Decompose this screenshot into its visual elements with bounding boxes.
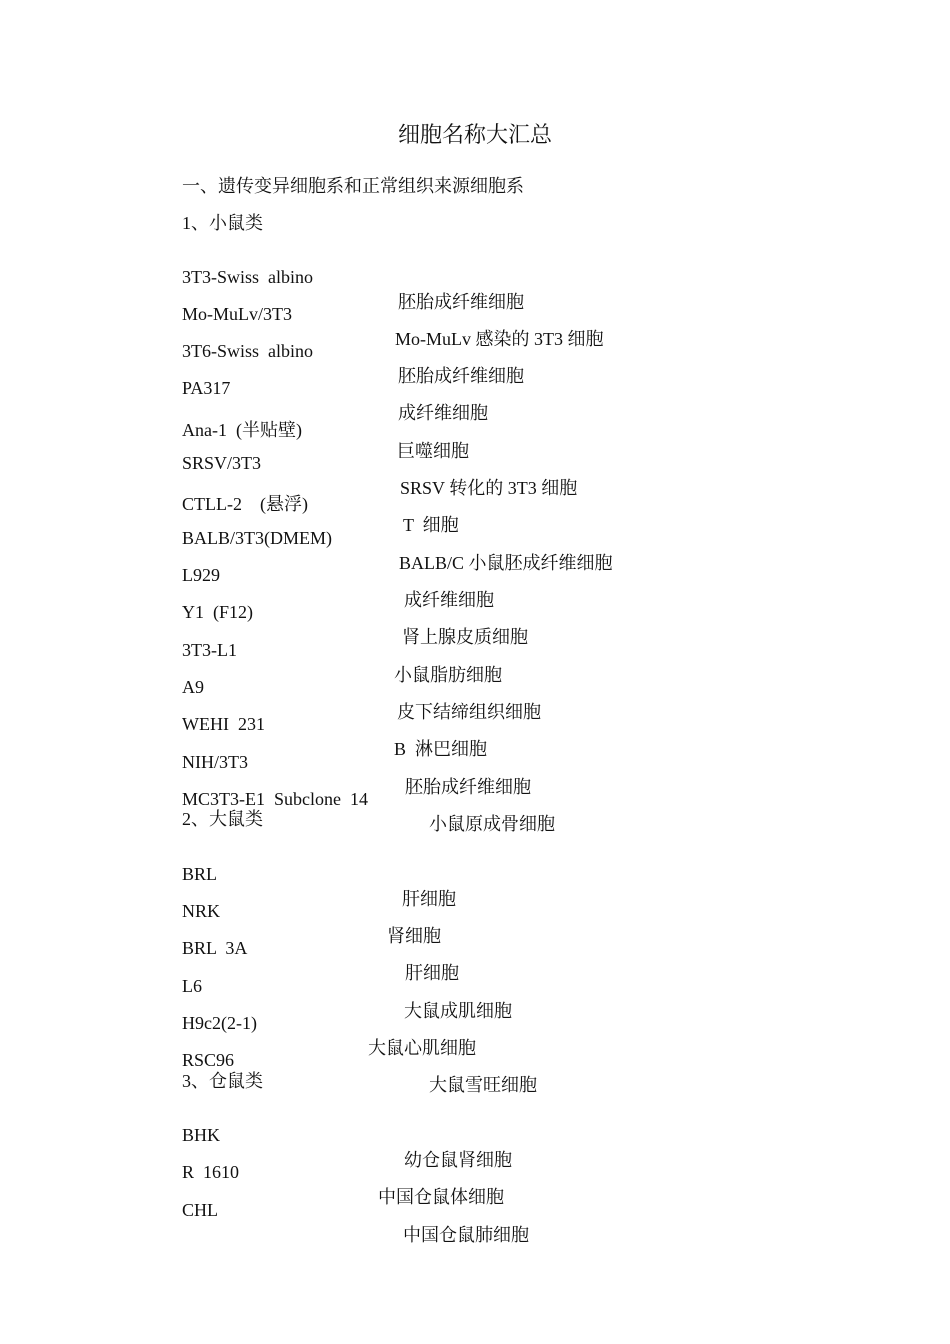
cell-line-desc: 幼仓鼠肾细胞 — [404, 1150, 512, 1170]
cell-line-name: 3T3-L1 — [182, 640, 237, 660]
cell-line-name: L929 — [182, 565, 220, 585]
cell-line-desc: BALB/C 小鼠胚成纤维细胞 — [399, 553, 613, 573]
group-heading-mouse: 1、小鼠类 — [182, 213, 263, 233]
cell-line-name: BRL — [182, 864, 218, 884]
page-title: 细胞名称大汇总 — [397, 123, 552, 148]
cell-line-desc: 中国仓鼠肺细胞 — [403, 1225, 529, 1245]
cell-line-desc: 大鼠雪旺细胞 — [429, 1075, 537, 1095]
cell-line-desc: 大鼠心肌细胞 — [368, 1038, 476, 1058]
cell-line-name: Ana-1 (半贴壁) — [182, 420, 302, 440]
cell-line-desc: 肾上腺皮质细胞 — [402, 627, 528, 647]
cell-line-desc: 巨噬细胞 — [397, 441, 469, 461]
cell-line-name: NIH/3T3 — [182, 752, 248, 772]
cell-line-desc: 胚胎成纤维细胞 — [405, 777, 531, 797]
cell-line-desc: 小鼠原成骨细胞 — [429, 814, 555, 834]
cell-line-name: Y1 (F12) — [182, 602, 253, 622]
cell-line-desc: SRSV 转化的 3T3 细胞 — [400, 478, 578, 498]
group-heading-hamster: 3、仓鼠类 — [182, 1071, 263, 1091]
cell-line-name: L6 — [182, 976, 202, 996]
cell-line-desc: Mo-MuLv 感染的 3T3 细胞 — [395, 329, 604, 349]
cell-line-desc: 中国仓鼠体细胞 — [378, 1187, 504, 1207]
cell-line-desc: 肾细胞 — [387, 926, 441, 946]
cell-line-name: CTLL-2 (悬浮) — [182, 494, 308, 514]
cell-line-desc: 成纤维细胞 — [404, 590, 494, 610]
cell-line-name: RSC96 — [182, 1050, 235, 1070]
group-heading-rat: 2、大鼠类 — [182, 809, 263, 829]
cell-line-name: A9 — [182, 677, 204, 697]
cell-line-desc: 肝细胞 — [402, 889, 456, 909]
cell-line-desc: 成纤维细胞 — [398, 403, 488, 423]
cell-line-name: 3T6-Swiss albino — [182, 341, 314, 361]
cell-line-desc: 小鼠脂肪细胞 — [394, 665, 502, 685]
cell-line-desc: T 细胞 — [403, 515, 459, 535]
cell-line-name: SRSV/3T3 — [182, 453, 262, 473]
cell-line-name: BALB/3T3(DMEM) — [182, 528, 332, 548]
cell-line-name: MC3T3-E1 Subclone 14 — [182, 789, 368, 809]
cell-line-desc: 胚胎成纤维细胞 — [398, 292, 524, 312]
cell-line-name: H9c2(2-1) — [182, 1013, 257, 1033]
cell-line-name: Mo-MuLv/3T3 — [182, 304, 292, 324]
cell-line-desc: B 淋巴细胞 — [394, 739, 488, 759]
cell-line-name: PA317 — [182, 378, 231, 398]
section-heading: 一、遗传变异细胞系和正常组织来源细胞系 — [182, 176, 524, 196]
cell-line-name: CHL — [182, 1200, 218, 1220]
cell-line-name: BHK — [182, 1125, 221, 1145]
cell-line-name: BRL 3A — [182, 938, 248, 958]
cell-line-desc: 皮下结缔组织细胞 — [397, 702, 541, 722]
cell-line-desc: 胚胎成纤维细胞 — [398, 366, 524, 386]
cell-line-name: NRK — [182, 901, 221, 921]
cell-line-name: WEHI 231 — [182, 714, 265, 734]
cell-line-name: R 1610 — [182, 1162, 240, 1182]
cell-line-desc: 大鼠成肌细胞 — [404, 1001, 512, 1021]
cell-line-name: 3T3-Swiss albino — [182, 267, 314, 287]
cell-line-desc: 肝细胞 — [405, 963, 459, 983]
